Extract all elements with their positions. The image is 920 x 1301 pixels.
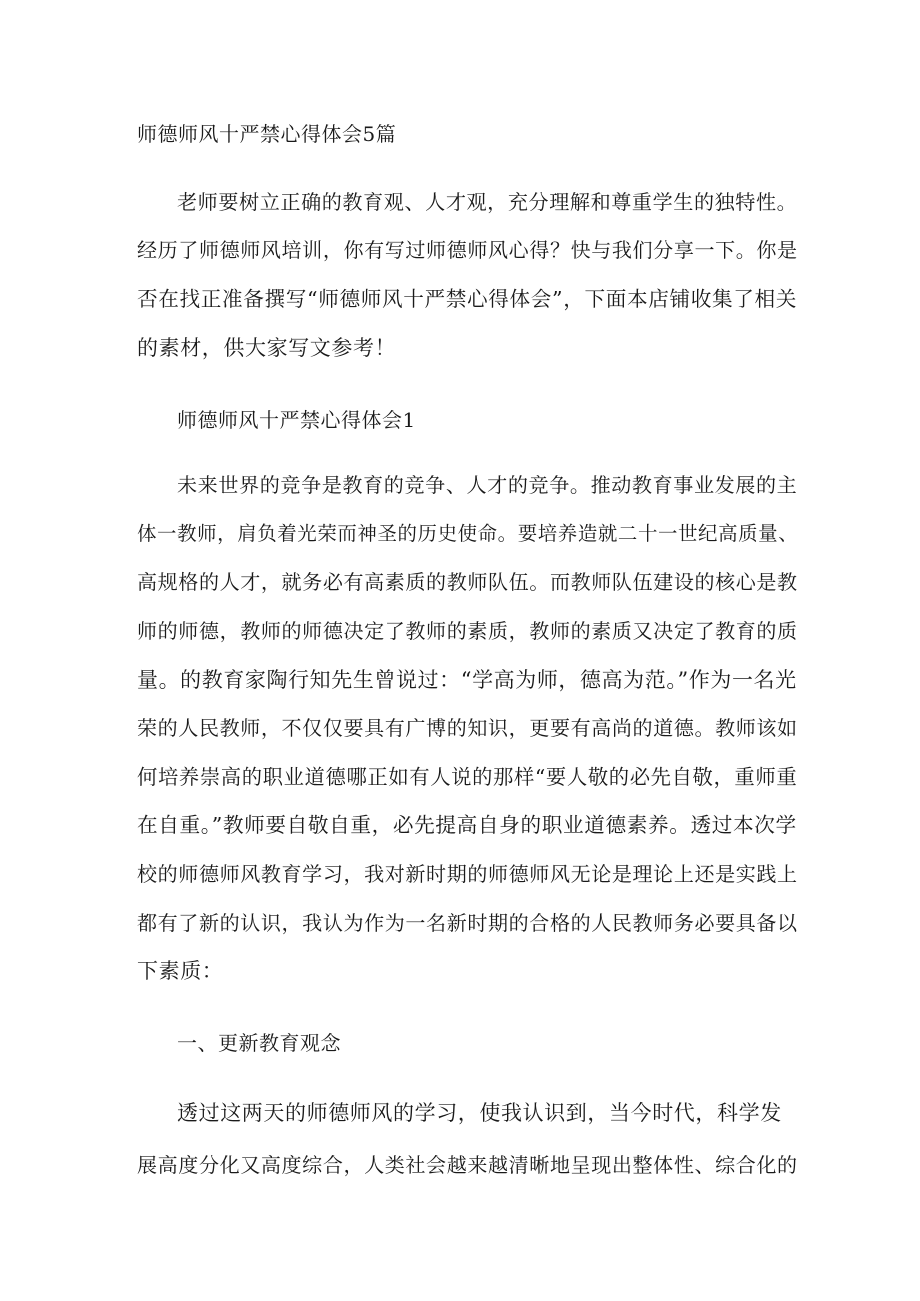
section1-line-4: 师的师德，教师的师德决定了教师的素质，教师的素质又决定了教育的质 — [137, 619, 798, 643]
section1-line-7: 何培养崇高的职业道德哪正如有人说的那样“要人敬的必先自敬，重师重 — [137, 765, 798, 789]
section2-line-2: 展高度分化又高度综合，人类社会越来越清晰地呈现出整体性、综合化的 — [137, 1153, 798, 1177]
section1-line-11: 下素质： — [137, 959, 224, 983]
section1-line-1: 未来世界的竞争是教育的竞争、人才的竞争。推动教育事业发展的主 — [177, 473, 798, 497]
section1-line-3: 高规格的人才，就务必有高素质的教师队伍。而教师队伍建设的核心是教 — [137, 570, 798, 594]
subheading-update-concepts: 一、更新教育观念 — [177, 1031, 341, 1055]
section2-line-1: 透过这两天的师德师风的学习，使我认识到，当今时代，科学发 — [177, 1101, 782, 1125]
section1-line-6: 荣的人民教师，不仅仅要具有广博的知识，更要有高尚的道德。教师该如 — [137, 716, 798, 740]
section1-line-9: 校的师德师风教育学习，我对新时期的师德师风无论是理论上还是实践上 — [137, 862, 798, 886]
section1-line-10: 都有了新的认识，我认为作为一名新时期的合格的人民教师务必要具备以 — [137, 911, 798, 935]
intro-line-2: 经历了师德师风培训，你有写过师德师风心得？快与我们分享一下。你是 — [137, 238, 798, 262]
section1-line-2: 体一教师，肩负着光荣而神圣的历史使命。要培养造就二十一世纪高质量、 — [137, 522, 799, 545]
section1-line-8: 在自重。”教师要自敬自重，必先提高自身的职业道德素养。透过本次学 — [137, 813, 797, 837]
intro-line-4: 的素材，供大家写文参考！ — [137, 336, 397, 360]
section1-line-5: 量。的教育家陶行知先生曾说过：“学高为师，德高为范。”作为一名光 — [137, 668, 797, 692]
document-title: 师德师风十严禁心得体会5篇 — [137, 122, 397, 146]
intro-line-1: 老师要树立正确的教育观、人才观，充分理解和尊重学生的独特性。 — [177, 190, 798, 214]
intro-line-3: 否在找正准备撰写“师德师风十严禁心得体会”，下面本店铺收集了相关 — [137, 287, 798, 311]
section-heading-1: 师德师风十严禁心得体会1 — [177, 408, 416, 432]
